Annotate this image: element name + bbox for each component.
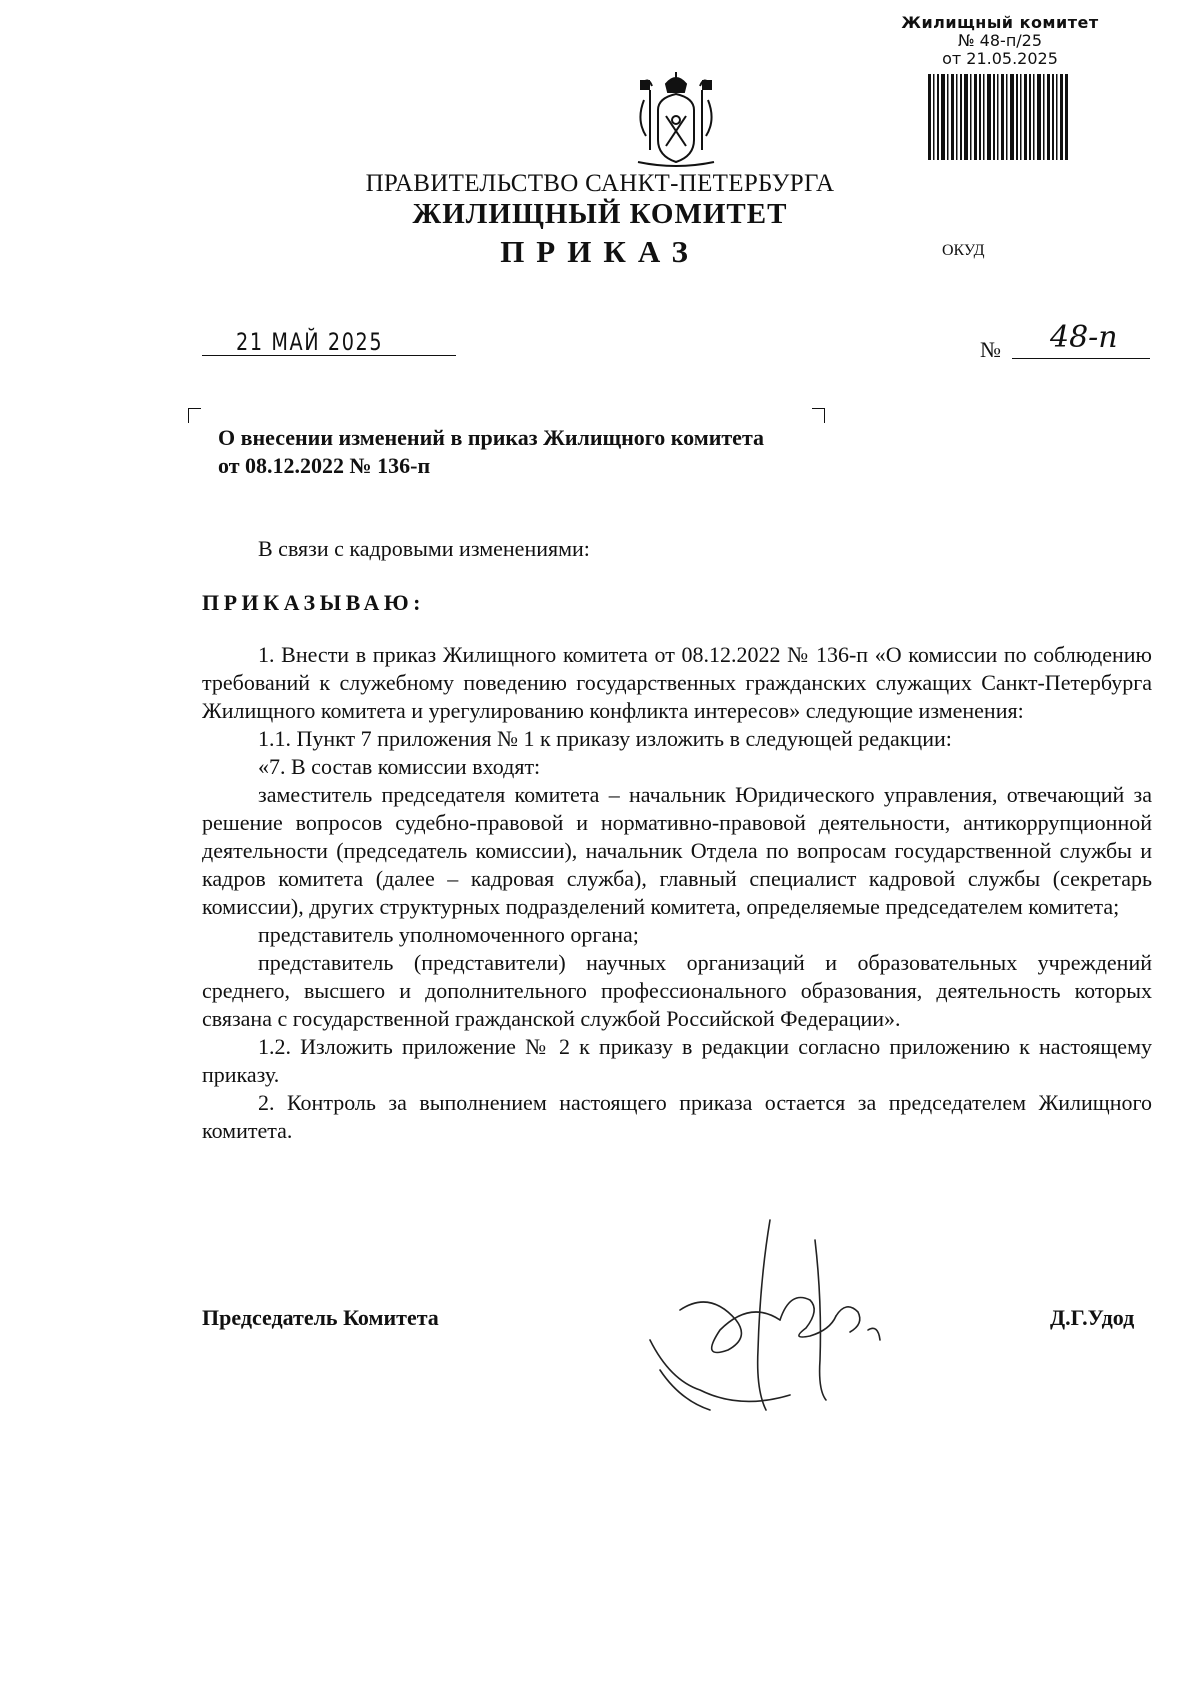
handwritten-signature-icon <box>640 1200 940 1440</box>
order-subject <box>218 424 838 480</box>
order-number: 48-п <box>1050 320 1118 355</box>
stamp-number: № 48-п/25 <box>957 31 1043 50</box>
subject-corner-left <box>188 408 201 423</box>
members-paragraph-3: представитель (представители) научных организаций и образовательных учреждений среднего, высшего и дополнительного профессионального образования, деятельность которых связана с государственной гражданской службой Российской Федерации». <box>202 950 1152 1031</box>
paragraph-2: 2. Контроль за выполнением настоящего приказа остается за председателем Жилищного комитета. <box>202 1090 1152 1143</box>
date-underline <box>202 355 456 356</box>
okud-label: ОКУД <box>942 242 985 259</box>
barcode <box>928 74 1068 160</box>
members-paragraph-1: заместитель председателя комитета – начальник Юридического управления, отвечающий за решение вопросов судебно-правовой и нормативно-правовой деятельности, антикоррупционной деятельности (председатель комиссии), начальник Отдела по вопросам государственной службы и кадров комитета (далее – кадровая служба), главный специалист кадровой службы (секретарь комиссии), других структурных подразделений комитета, определяемые председателем комитета; <box>202 782 1152 919</box>
signatory-title: Председатель Комитета <box>202 1305 439 1330</box>
subject-line-1: О внесении изменений в приказ Жилищного комитета <box>218 425 765 450</box>
government-header: ПРАВИТЕЛЬСТВО САНКТ-ПЕТЕРБУРГА <box>365 170 835 197</box>
members-paragraph-2: представитель уполномоченного органа; <box>258 922 639 947</box>
paragraph-7: «7. В состав комиссии входят: <box>258 754 541 779</box>
paragraph-1-1: 1.1. Пункт 7 приложения № 1 к приказу изложить в следующей редакции: <box>258 726 952 751</box>
paragraph-1: 1. Внести в приказ Жилищного комитета от 08.12.2022 № 136-п «О комиссии по соблюдению требований к служебному поведению государственных гражданских служащих Санкт-Петербурга Жилищного комитета и урегулированию конфликта интересов» следующие изменения: <box>202 642 1152 723</box>
stamp-date: от 21.05.2025 <box>942 49 1058 68</box>
registration-stamp <box>900 14 1100 68</box>
coat-of-arms-icon <box>628 70 724 170</box>
stamp-org: Жилищный комитет <box>901 13 1099 32</box>
committee-header: ЖИЛИЩНЫЙ КОМИТЕТ <box>412 198 788 230</box>
orders-heading: ПРИКАЗЫВАЮ: <box>202 590 425 615</box>
number-underline <box>1012 358 1150 359</box>
subject-line-2: от 08.12.2022 № 136-п <box>218 453 431 478</box>
number-sign: № <box>980 337 1001 362</box>
signatory-name: Д.Г.Удод <box>1050 1305 1135 1330</box>
paragraph-1-2: 1.2. Изложить приложение № 2 к приказу в редакции согласно приложению к настоящему приказу. <box>202 1034 1152 1087</box>
subject-corner-right <box>812 408 825 423</box>
order-body <box>202 535 1152 1145</box>
order-date: 21 МАЙ 2025 <box>236 328 384 356</box>
intro-paragraph: В связи с кадровыми изменениями: <box>258 536 590 561</box>
document-type: ПРИКАЗ <box>500 234 700 269</box>
